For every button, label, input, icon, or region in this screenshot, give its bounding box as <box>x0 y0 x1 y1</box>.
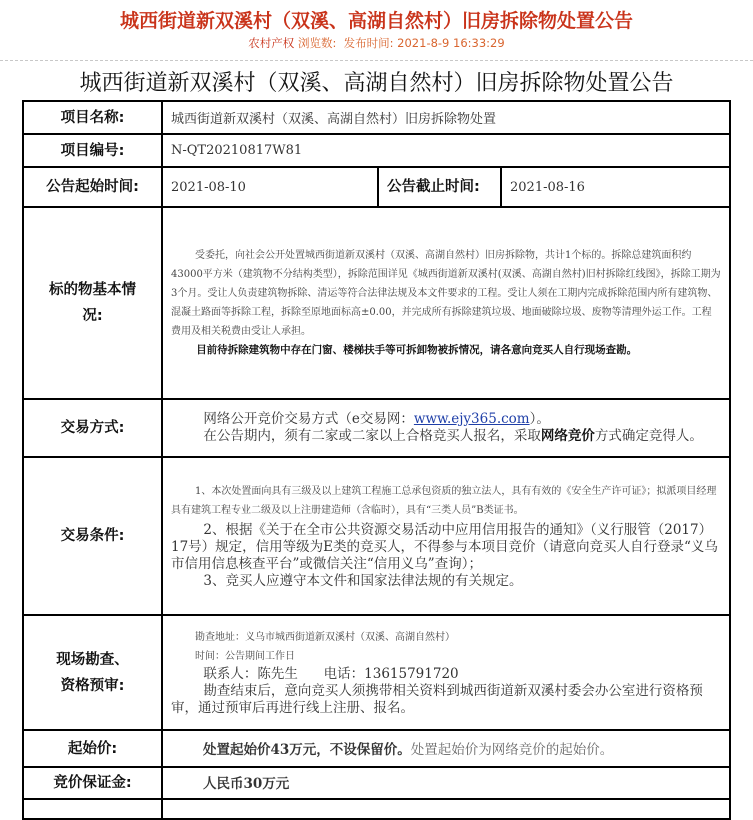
inspection-note: 勘查结束后，意向竞买人须携带相关资料到城西街道新双溪村委会办公室进行资格预审，通过预审后再进行线上注册、报名。 <box>171 683 703 716</box>
start-price-bold: 处置起始价43万元，不设保留价。 <box>203 741 411 758</box>
divider <box>0 60 753 61</box>
publish-time: 2021-8-9 16:33:29 <box>397 36 505 50</box>
condition-2: 2、根据《关于在全市公共资源交易活动中应用信用报告的通知》（义行服管（2017）17号）规定，信用等级为E类的竞买人，不得参与本项目竞价（请意向竞买人自行登录“义乌市信用信息核查平台”或微信关注“信用义乌”查询）； <box>171 522 718 572</box>
row-project-no <box>23 134 730 167</box>
trade-method-text-end: ）。 <box>529 411 550 427</box>
row-deposit <box>23 767 730 799</box>
inspection-time: 时间：公告期间工作日 <box>195 651 295 662</box>
document-title: 城西街道新双溪村（双溪、高湖自然村）旧房拆除物处置公告 <box>79 71 674 96</box>
label-basic-info <box>23 207 162 399</box>
label-deposit: 竞价保证金: <box>23 767 162 799</box>
row-basic-info <box>23 207 730 399</box>
trade-method-rule: 在公告期内，须有二家或二家以上合格竞买人报名，采取 <box>203 428 541 444</box>
label-inspection <box>23 615 162 730</box>
label-basic-info-text: 标的物基本情况: <box>49 282 136 324</box>
row-start-price <box>23 730 730 767</box>
value-deposit <box>162 767 730 799</box>
inspection-contact <box>171 666 721 683</box>
label-inspection-line2: 资格预审: <box>60 677 125 694</box>
phone-label: 电话： <box>323 666 365 682</box>
label-trade-conditions: 交易条件: <box>23 457 162 615</box>
value-project-name: 城西街道新双溪村（双溪、高湖自然村）旧房拆除物处置 <box>162 101 730 134</box>
row-inspection <box>23 615 730 730</box>
cut-off-label-cell <box>23 799 162 819</box>
label-trade-method: 交易方式: <box>23 399 162 457</box>
phone-number: 13615791720 <box>364 666 459 682</box>
deposit-value: 人民币30万元 <box>203 776 290 792</box>
value-end-time: 2021-08-16 <box>501 167 730 207</box>
basic-info-paragraph: 受委托，向社会公开处置城西街道新双溪村（双溪、高湖自然村）旧房拆除物，共计1个标的。拆除总建筑面积约43000平方米（建筑物不分结构类型），拆除范围详见《城西街道新双溪村(双溪、高湖自然村)旧村拆除红线图》，拆除工期为3个月。受让人负责建筑物拆除、清运等符合法律法规及本文件要求的工程。受让人须在工期内完成拆除范围内所有建筑物、混凝土路面等拆除工程，拆除至原地面标高±0.00，并完成所有拆除建筑垃圾、地面破除垃圾、废物等清理外运工作。工程费用及相关税费由受让人承担。 <box>171 250 721 337</box>
label-start-price: 起始价: <box>23 730 162 767</box>
site-title: 城西街道新双溪村（双溪、高湖自然村）旧房拆除物处置公告 <box>119 10 633 32</box>
publish-label: 发布时间: <box>343 36 394 50</box>
row-trade-method <box>23 399 730 457</box>
value-basic-info <box>162 207 730 399</box>
row-trade-conditions <box>23 457 730 615</box>
source-label[interactable]: 农村产权 <box>248 36 295 50</box>
announcement-table <box>22 100 731 820</box>
condition-3: 3、竞买人应遵守本文件和国家法律法规的有关规定。 <box>203 573 523 589</box>
views-label: 浏览数: <box>297 36 337 50</box>
trade-method-bold: 网络竞价 <box>540 428 595 444</box>
cut-off-value-cell <box>162 799 730 819</box>
label-inspection-line1: 现场勘查、 <box>56 651 129 668</box>
label-project-no: 项目编号: <box>23 134 162 167</box>
trade-method-text: 网络公开竞价交易方式（e交易网： <box>203 411 414 427</box>
trade-method-line2 <box>171 428 721 445</box>
value-start-time: 2021-08-10 <box>162 167 378 207</box>
trade-method-line1 <box>171 411 721 428</box>
value-trade-method <box>162 399 730 457</box>
ejy365-link[interactable]: www.ejy365.com <box>413 411 530 427</box>
start-price-note: 处置起始价为网络竞价的起始价。 <box>410 741 614 758</box>
label-end-time: 公告截止时间: <box>378 167 501 207</box>
label-project-name: 项目名称: <box>23 101 162 134</box>
trade-method-rule-end: 方式确定竞得人。 <box>594 428 703 444</box>
row-dates <box>23 167 730 207</box>
label-start-time: 公告起始时间: <box>23 167 162 207</box>
value-trade-conditions <box>162 457 730 615</box>
condition-1: 1、本次处置面向具有三级及以上建筑工程施工总承包资质的独立法人，具有有效的《安全生产许可证》；拟派项目经理具有建筑工程专业二级及以上注册建造师（含临时），具有“三类人员”B类证书。 <box>171 486 717 516</box>
article-meta <box>0 35 753 51</box>
value-inspection <box>162 615 730 730</box>
value-project-no: N-QT20210817W81 <box>162 134 730 167</box>
row-project-name <box>23 101 730 134</box>
value-start-price <box>162 730 730 767</box>
contact-name: 陈先生 <box>257 666 298 682</box>
basic-info-notice: 目前待拆除建筑物中存在门窗、楼梯扶手等可拆卸物被拆情况，请各意向竞买人自行现场查勘。 <box>196 344 638 356</box>
row-cut-off <box>23 799 730 819</box>
inspection-address: 勘查地址：义乌市城西街道新双溪村（双溪、高湖自然村） <box>195 632 455 643</box>
contact-label: 联系人： <box>203 666 258 682</box>
